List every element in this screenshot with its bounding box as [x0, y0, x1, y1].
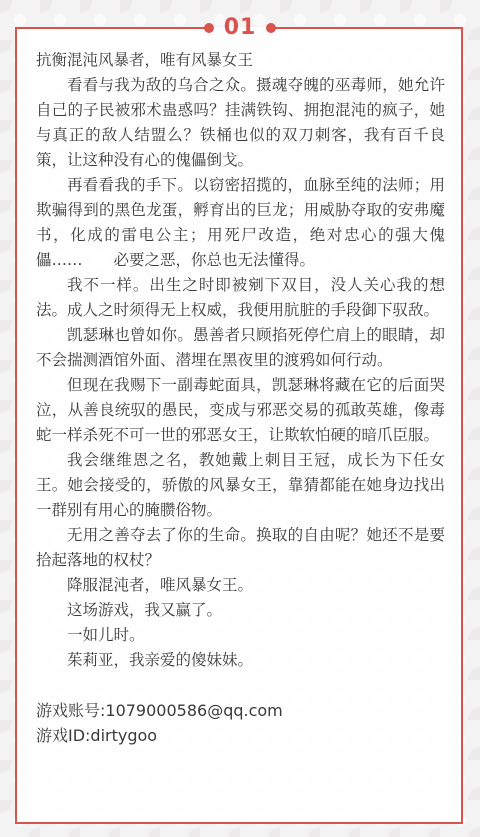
paragraph-5: 但现在我赐下一副毒蛇面具，凯瑟琳将藏在它的后面哭泣，从善良统驭的愚民，变成与邪恶交易的孤敢英雄，像毒蛇一样杀死不可一世的邪恶女王，让欺软怕硬的暗爪臣服。	[36, 376, 445, 444]
paragraph-11: 茱莉亚，我亲爱的傻妹妹。	[67, 651, 254, 669]
paragraph-10: 一如儿时。	[67, 626, 145, 644]
section-number-badge: 01	[223, 15, 257, 40]
article-title: 抗衡混沌风暴者，唯有风暴女王	[36, 51, 254, 69]
game-id-text: 游戏ID:dirtygoo	[36, 726, 158, 745]
paragraph-8: 降服混沌者，唯风暴女王。	[67, 576, 254, 594]
paragraph-6: 我会继维恩之名，教她戴上刺目王冠，成长为下任女王。她会接受的，骄傲的风暴女王，靠猜都能在她身边找出一群别有用心的腌臜俗物。	[36, 451, 445, 519]
paragraph-4: 凯瑟琳也曾如你。愚善者只顾掐死停伫肩上的眼睛，却不会揣测酒馆外面、潜埋在黑夜里的渡鸦如何行动。	[36, 326, 445, 369]
paragraph-2: 再看看我的手下。以窃密招揽的，血脉至纯的法师；用欺骗得到的黑色龙蛋，孵育出的巨龙；用威胁夺取的安弗魔书，化成的雷电公主；用死尸改造，绝对忠心的强大傀儡…… 必要之恶，你总也无法懂得。	[36, 176, 445, 269]
article-body	[36, 48, 445, 748]
game-account-text: 游戏账号:1079000586@qq.com	[36, 701, 283, 720]
frame-top-line-right	[272, 27, 463, 29]
paragraph-1: 看看与我为敌的乌合之众。摄魂夺魄的巫毒师，她允许自己的子民被邪术蛊惑吗？挂满铁钩、拥抱混沌的疯子，她与真正的敌人结盟么？铁桶也似的双刀刺客，我有百千良策，让这种没有心的傀儡倒戈。	[36, 76, 445, 169]
spacer	[36, 673, 445, 698]
account-info	[36, 698, 445, 748]
paragraph-7: 无用之善夺去了你的生命。换取的自由呢？她还不是要拾起落地的权杖？	[36, 526, 445, 569]
badge-dot-right	[266, 23, 276, 33]
badge-dot-left	[204, 23, 214, 33]
paragraph-3: 我不一样。出生之时即被剜下双目，没人关心我的想法。成人之时须得无上权威，我便用肮脏的手段御下驭敌。	[36, 276, 445, 319]
frame-top-line-left	[15, 27, 208, 29]
paragraph-9: 这场游戏，我又赢了。	[67, 601, 223, 619]
